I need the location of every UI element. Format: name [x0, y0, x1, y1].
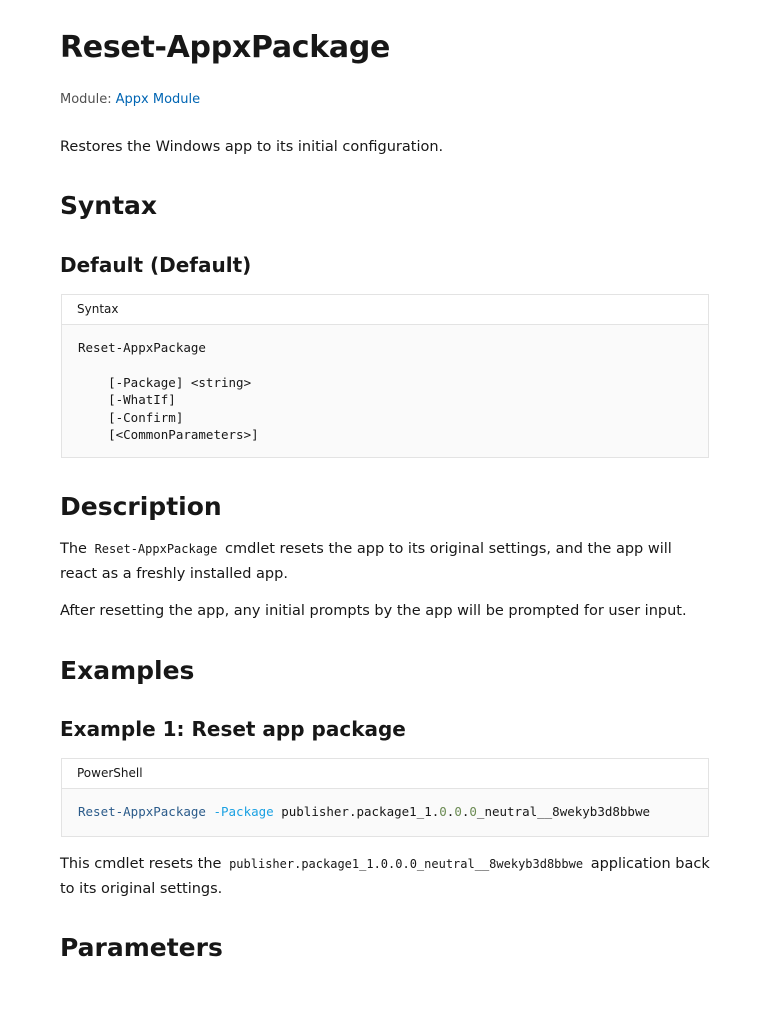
code-line: [-Confirm] — [78, 409, 184, 425]
module-link[interactable]: Appx Module — [115, 92, 201, 107]
description-heading: Description — [60, 492, 222, 521]
example-1-heading: Example 1: Reset app package — [60, 717, 406, 741]
syntax-code-label: Syntax — [62, 295, 708, 325]
syntax-code-block — [61, 294, 709, 458]
code-param-token: -Package — [213, 804, 274, 819]
module-label: Module: — [60, 92, 112, 107]
page-title: Reset-AppxPackage — [60, 30, 391, 65]
code-line: [-WhatIf] — [78, 392, 176, 408]
code-line: [-Package] <string> — [78, 374, 252, 390]
example-code-label: PowerShell — [62, 759, 708, 789]
code-line: Reset-AppxPackage — [78, 340, 206, 355]
inline-code: publisher.package1_1.0.0.0_neutral__8wekyb3d8bbwe — [229, 857, 584, 871]
example-text: This cmdlet resets the — [60, 856, 222, 872]
module-line — [60, 92, 200, 107]
code-line: [<CommonParameters>] — [78, 427, 259, 443]
syntax-code[interactable] — [62, 325, 708, 457]
code-number-token: 0 — [454, 804, 462, 819]
example-1-explanation — [60, 852, 710, 902]
code-number-token: 0 — [469, 804, 477, 819]
code-number-token: 0 — [439, 804, 447, 819]
example-code-block — [61, 758, 709, 837]
parameters-heading: Parameters — [60, 933, 223, 962]
summary-text: Restores the Windows app to its initial configuration. — [60, 139, 444, 155]
code-value-token: _neutral__8wekyb3d8bbwe — [476, 804, 651, 819]
syntax-subheading: Default (Default) — [60, 253, 252, 277]
syntax-heading: Syntax — [60, 191, 158, 220]
description-paragraph-1 — [60, 537, 710, 587]
description-text: cmdlet resets the app to its original settings, and the app will react as a freshly installed app. — [60, 541, 672, 582]
example-text: application back to its original settings. — [60, 856, 710, 897]
examples-heading: Examples — [60, 656, 195, 685]
description-paragraph-2: After resetting the app, any initial prompts by the app will be prompted for user input. — [60, 603, 687, 619]
code-value-token: publisher.package1_1. — [281, 804, 440, 819]
description-text: The — [60, 541, 87, 557]
example-code[interactable]: Reset-AppxPackage -Package publisher.package1_1.0.0.0_neutral__8wekyb3d8bbwe — [78, 804, 651, 819]
inline-code: Reset-AppxPackage — [94, 542, 218, 556]
code-cmd-token: Reset-AppxPackage — [78, 804, 206, 819]
